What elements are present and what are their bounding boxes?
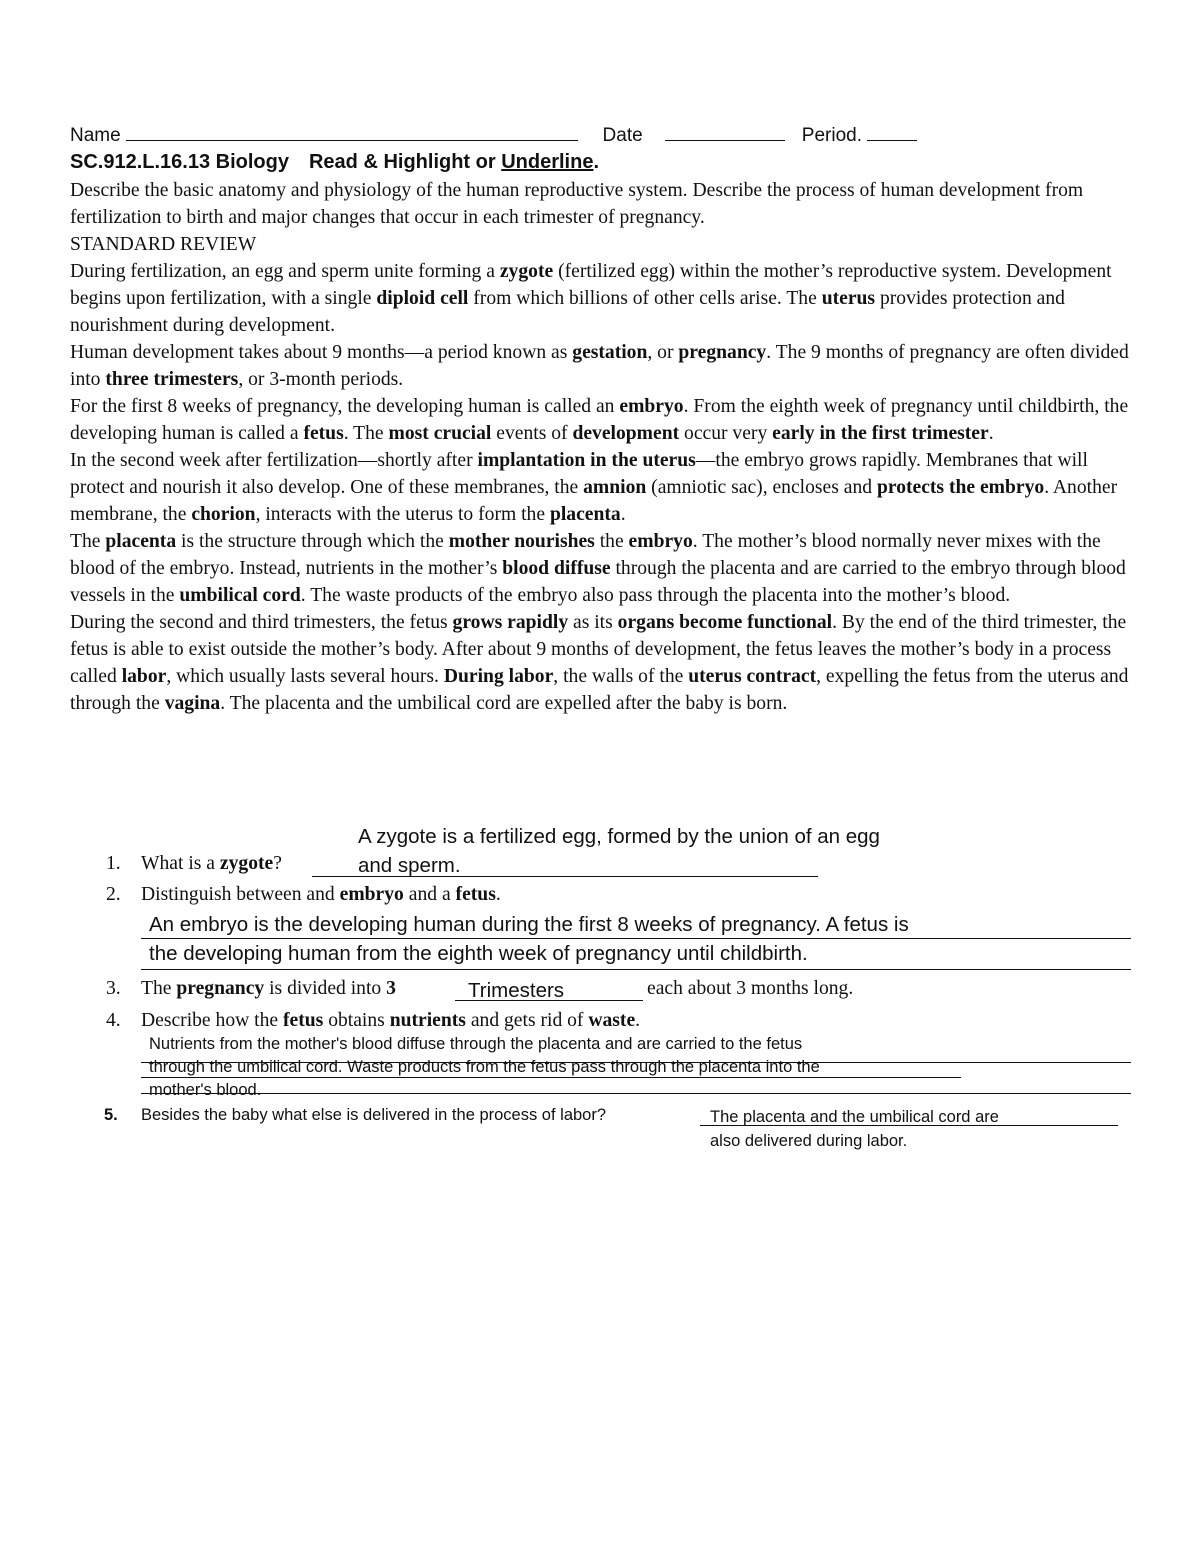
- paragraph-gestation: Human development takes about 9 months—a period known as gestation, or pregnancy. The 9 months of pregnancy are often divided into three trimesters, or 3-month periods.: [70, 342, 1129, 390]
- section-heading: STANDARD REVIEW: [70, 234, 257, 255]
- q4-answer-line3[interactable]: mother's blood.: [149, 1081, 262, 1099]
- instruction-end: .: [593, 151, 600, 173]
- paragraph-labor: During the second and third trimesters, the fetus grows rapidly as its organs become functional. By the end of the third trimester, the fetus is able to exist outside the mother’s body. After about 9 months of development, the fetus leaves the mother’s body in a process called labor, which usually lasts several hours. During labor, the walls of the uterus contract, expelling the fetus from the uterus and through the vagina. The placenta and the umbilical cord are expelled after the baby is born.: [70, 612, 1129, 714]
- page-title: [70, 151, 599, 174]
- q2-number: 2.: [106, 884, 121, 905]
- q4-answer-strike: [141, 1077, 961, 1078]
- q2-answer-rule1: [141, 938, 1131, 939]
- q1-answer-line1[interactable]: A zygote is a fertilized egg, formed by the union of an egg: [358, 825, 880, 848]
- q1-number: 1.: [106, 853, 121, 874]
- paragraph-placenta: The placenta is the structure through which the mother nourishes the embryo. The mother’s blood normally never mixes with the blood of the embryo. Instead, nutrients in the mother’s blood diffuse through the placenta and are carried to the embryo through blood vessels in the umbilical cord. The waste products of the embryo also pass through the placenta into the mother’s blood.: [70, 531, 1126, 606]
- q2-answer-line1[interactable]: An embryo is the developing human during the first 8 weeks of pregnancy. A fetus is: [149, 913, 909, 936]
- q3-answer-rule: [455, 1000, 643, 1001]
- q5-question: Besides the baby what else is delivered in the process of labor?: [141, 1106, 607, 1124]
- q2-answer-line2[interactable]: the developing human from the eighth week of pregnancy until childbirth.: [149, 942, 808, 965]
- q4-answer-line2[interactable]: through the umbilical cord. Waste products from the fetus pass through the placenta into the: [149, 1058, 820, 1076]
- q4-answer-line1[interactable]: Nutrients from the mother's blood diffuse through the placenta and are carried to the fetus: [149, 1035, 803, 1053]
- q3-question: The pregnancy is divided into 3: [141, 978, 396, 999]
- q2-answer-rule2: [141, 969, 1131, 970]
- q5-number: 5.: [104, 1106, 118, 1124]
- period-blank[interactable]: [867, 124, 917, 141]
- standard-code: SC.912.L.16.13 Biology: [70, 151, 289, 173]
- q5-answer-line2[interactable]: also delivered during labor.: [710, 1132, 908, 1150]
- paragraph-membranes: In the second week after fertilization—shortly after implantation in the uterus—the embryo grows rapidly. Membranes that will protect and nourish it also develop. One of these membranes, the amnion (amniotic sac), encloses and protects the embryo. Another membrane, the chorion, interacts with the uterus to form the placenta.: [70, 450, 1118, 525]
- q5-answer-line1[interactable]: The placenta and the umbilical cord are: [710, 1108, 999, 1126]
- paragraph-embryo-fetus: For the first 8 weeks of pregnancy, the developing human is called an embryo. From the eighth week of pregnancy until childbirth, the developing human is called a fetus. The most crucial events of development occur very early in the first trimester.: [70, 396, 1129, 444]
- header-fields: [70, 124, 917, 147]
- q4-number: 4.: [106, 1010, 121, 1031]
- q1-answer-rule: [312, 876, 818, 877]
- date-label: Date: [602, 125, 643, 146]
- date-blank[interactable]: [665, 124, 785, 141]
- paragraph-fertilization: During fertilization, an egg and sperm unite forming a zygote (fertilized egg) within the mother’s reproductive system. Development begins upon fertilization, with a single diploid cell from which billions of other cells arise. The uterus provides protection and nourishment during development.: [70, 261, 1112, 336]
- instruction-text: Read & Highlight or: [308, 151, 496, 173]
- name-label: Name: [70, 125, 121, 146]
- intro-paragraph: Describe the basic anatomy and physiology of the human reproductive system. Describe the process of human development from fertilization to birth and major changes that occur in each trimester of pregnancy.: [70, 180, 1084, 228]
- q1-answer-line2[interactable]: and sperm.: [358, 854, 461, 877]
- name-blank[interactable]: [126, 124, 578, 141]
- instruction-underline-word: Underline: [501, 151, 594, 173]
- q3-answer[interactable]: Trimesters: [468, 979, 565, 1002]
- period-label: Period.: [801, 125, 862, 146]
- q1-question: What is a zygote?: [141, 853, 282, 874]
- reading-passage: [70, 177, 1140, 717]
- q4-answer-rule2: [141, 1093, 1131, 1094]
- q2-question: Distinguish between and embryo and a fetus.: [141, 884, 501, 905]
- q4-question: Describe how the fetus obtains nutrients and gets rid of waste.: [141, 1010, 641, 1031]
- q3-question-end: each about 3 months long.: [647, 978, 854, 999]
- q5-answer-rule: [700, 1125, 1118, 1126]
- q3-number: 3.: [106, 978, 121, 999]
